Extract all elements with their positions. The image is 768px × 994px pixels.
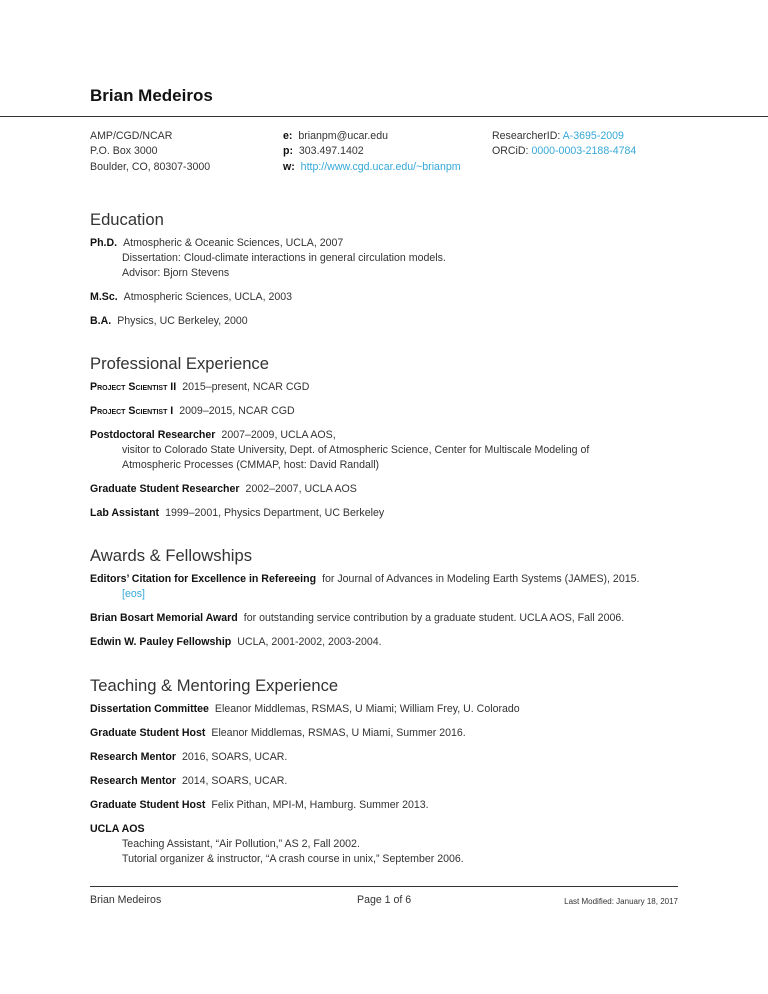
section-heading: Awards & Fellowships: [90, 546, 253, 565]
last-modified: Last Modified: January 18, 2017: [564, 897, 678, 906]
entry-text: 2015–present, NCAR CGD: [182, 381, 310, 393]
entry-title: Graduate Student Researcher: [90, 483, 240, 496]
entry-title: Postdoctoral Researcher: [90, 429, 216, 441]
orcid-label: ORCiD:: [492, 145, 529, 158]
cv-name: Brian Medeiros: [90, 86, 213, 105]
entry-text: 2002–2007, UCLA AOS: [245, 483, 357, 496]
page-number: Page 1 of 6: [357, 894, 412, 906]
teaching-entry: [90, 726, 690, 741]
entry-text: 2009–2015, NCAR CGD: [179, 405, 295, 417]
entry-title: UCLA AOS: [90, 823, 145, 835]
entry-title: B.A.: [90, 315, 112, 328]
experience-section: [90, 354, 690, 530]
education-entry: [90, 236, 690, 282]
header-divider: [0, 116, 768, 117]
entry-title: Editors’ Citation for Excellence in Refereeing: [90, 573, 317, 585]
address-line: P.O. Box 3000: [90, 145, 158, 158]
award-entry: [90, 635, 690, 650]
entry-text: Atmospheric Sciences, UCLA, 2003: [123, 291, 293, 304]
entry-title: Brian Bosart Memorial Award: [90, 612, 238, 625]
entry-text: Eleanor Middlemas, RSMAS, U Miami; William Frey, U. Colorado: [214, 703, 520, 715]
entry-title: Dissertation Committee: [90, 703, 209, 715]
award-entry: [90, 611, 690, 626]
entry-title: Research Mentor: [90, 751, 176, 763]
teaching-entry: [90, 822, 690, 868]
experience-entry: [90, 428, 690, 474]
section-heading: Teaching & Mentoring Experience: [90, 676, 339, 695]
entry-detail: Teaching Assistant, “Air Pollution,” AS 2, Fall 2002.: [122, 838, 360, 851]
entry-text: 1999–2001, Physics Department, UC Berkeley: [165, 507, 385, 520]
entry-text: for Journal of Advances in Modeling Earth Systems (JAMES), 2015.: [322, 573, 640, 585]
address-block: [90, 129, 210, 175]
phone-number: 303.497.1402: [298, 145, 364, 158]
awards-section: [90, 546, 690, 659]
email-label: e:: [283, 130, 293, 142]
entry-title: Lab Assistant: [90, 507, 160, 520]
section-heading: Professional Experience: [90, 354, 269, 373]
entry-title: Project Scientist I: [90, 405, 174, 417]
researcher-id-link[interactable]: A-3695-2009: [562, 130, 624, 142]
teaching-entry: [90, 798, 690, 813]
ids-block: [492, 129, 636, 160]
footer-divider: [90, 886, 678, 887]
entry-title: Graduate Student Host: [90, 799, 206, 811]
address-line: AMP/CGD/NCAR: [90, 130, 173, 142]
eos-link[interactable]: [eos]: [122, 588, 145, 601]
entry-text: Physics, UC Berkeley, 2000: [117, 315, 248, 328]
entry-title: Edwin W. Pauley Fellowship: [90, 636, 232, 649]
education-entry: [90, 290, 690, 305]
teaching-entry: [90, 750, 690, 765]
entry-title: Project Scientist II: [90, 381, 177, 393]
entry-text: Felix Pithan, MPI-M, Hamburg. Summer 2013.: [211, 799, 429, 811]
entry-text: UCLA, 2001-2002, 2003-2004.: [237, 636, 382, 649]
experience-entry: [90, 506, 690, 521]
entry-text: 2016, SOARS, UCAR.: [181, 751, 288, 763]
entry-title: Graduate Student Host: [90, 727, 206, 739]
entry-detail: Dissertation: Cloud-climate interactions in general circulation models.: [122, 252, 446, 265]
entry-title: Ph.D.: [90, 237, 118, 249]
address-line: Boulder, CO, 80307-3000: [90, 160, 211, 173]
experience-entry: [90, 380, 690, 395]
entry-text: Atmospheric & Oceanic Sciences, UCLA, 2007: [123, 237, 344, 249]
website-link[interactable]: http://www.cgd.ucar.edu/~brianpm: [300, 160, 461, 173]
teaching-entry: [90, 702, 690, 717]
entry-text: 2014, SOARS, UCAR.: [181, 775, 288, 787]
entry-text: for outstanding service contribution by a graduate student. UCLA AOS, Fall 2006.: [243, 612, 625, 625]
footer-name: Brian Medeiros: [90, 894, 162, 906]
education-entry: [90, 314, 690, 329]
web-label: w:: [283, 160, 295, 173]
entry-text: Eleanor Middlemas, RSMAS, U Miami, Summer 2016.: [211, 727, 466, 739]
entry-text: 2007–2009, UCLA AOS,: [221, 429, 336, 441]
orcid-link[interactable]: 0000-0003-2188-4784: [531, 145, 637, 158]
entry-detail: Tutorial organizer & instructor, “A crash course in unix,” September 2006.: [122, 853, 464, 866]
teaching-section: [90, 676, 690, 876]
entry-detail: visitor to Colorado State University, Dept. of Atmospheric Science, Center for Multiscale Modeling of: [122, 444, 590, 457]
entry-detail: Atmospheric Processes (CMMAP, host: David Randall): [122, 459, 380, 472]
award-entry: [90, 572, 690, 602]
experience-entry: [90, 404, 690, 419]
contact-block: [283, 129, 461, 175]
entry-title: M.Sc.: [90, 291, 118, 304]
phone-label: p:: [283, 145, 293, 158]
teaching-entry: [90, 774, 690, 789]
email-link[interactable]: brianpm@ucar.edu: [298, 130, 388, 142]
section-heading: Education: [90, 210, 164, 229]
entry-detail: Advisor: Bjorn Stevens: [122, 267, 230, 280]
experience-entry: [90, 482, 690, 497]
researcher-id-label: ResearcherID:: [492, 130, 561, 142]
education-section: [90, 210, 690, 338]
entry-title: Research Mentor: [90, 775, 176, 787]
